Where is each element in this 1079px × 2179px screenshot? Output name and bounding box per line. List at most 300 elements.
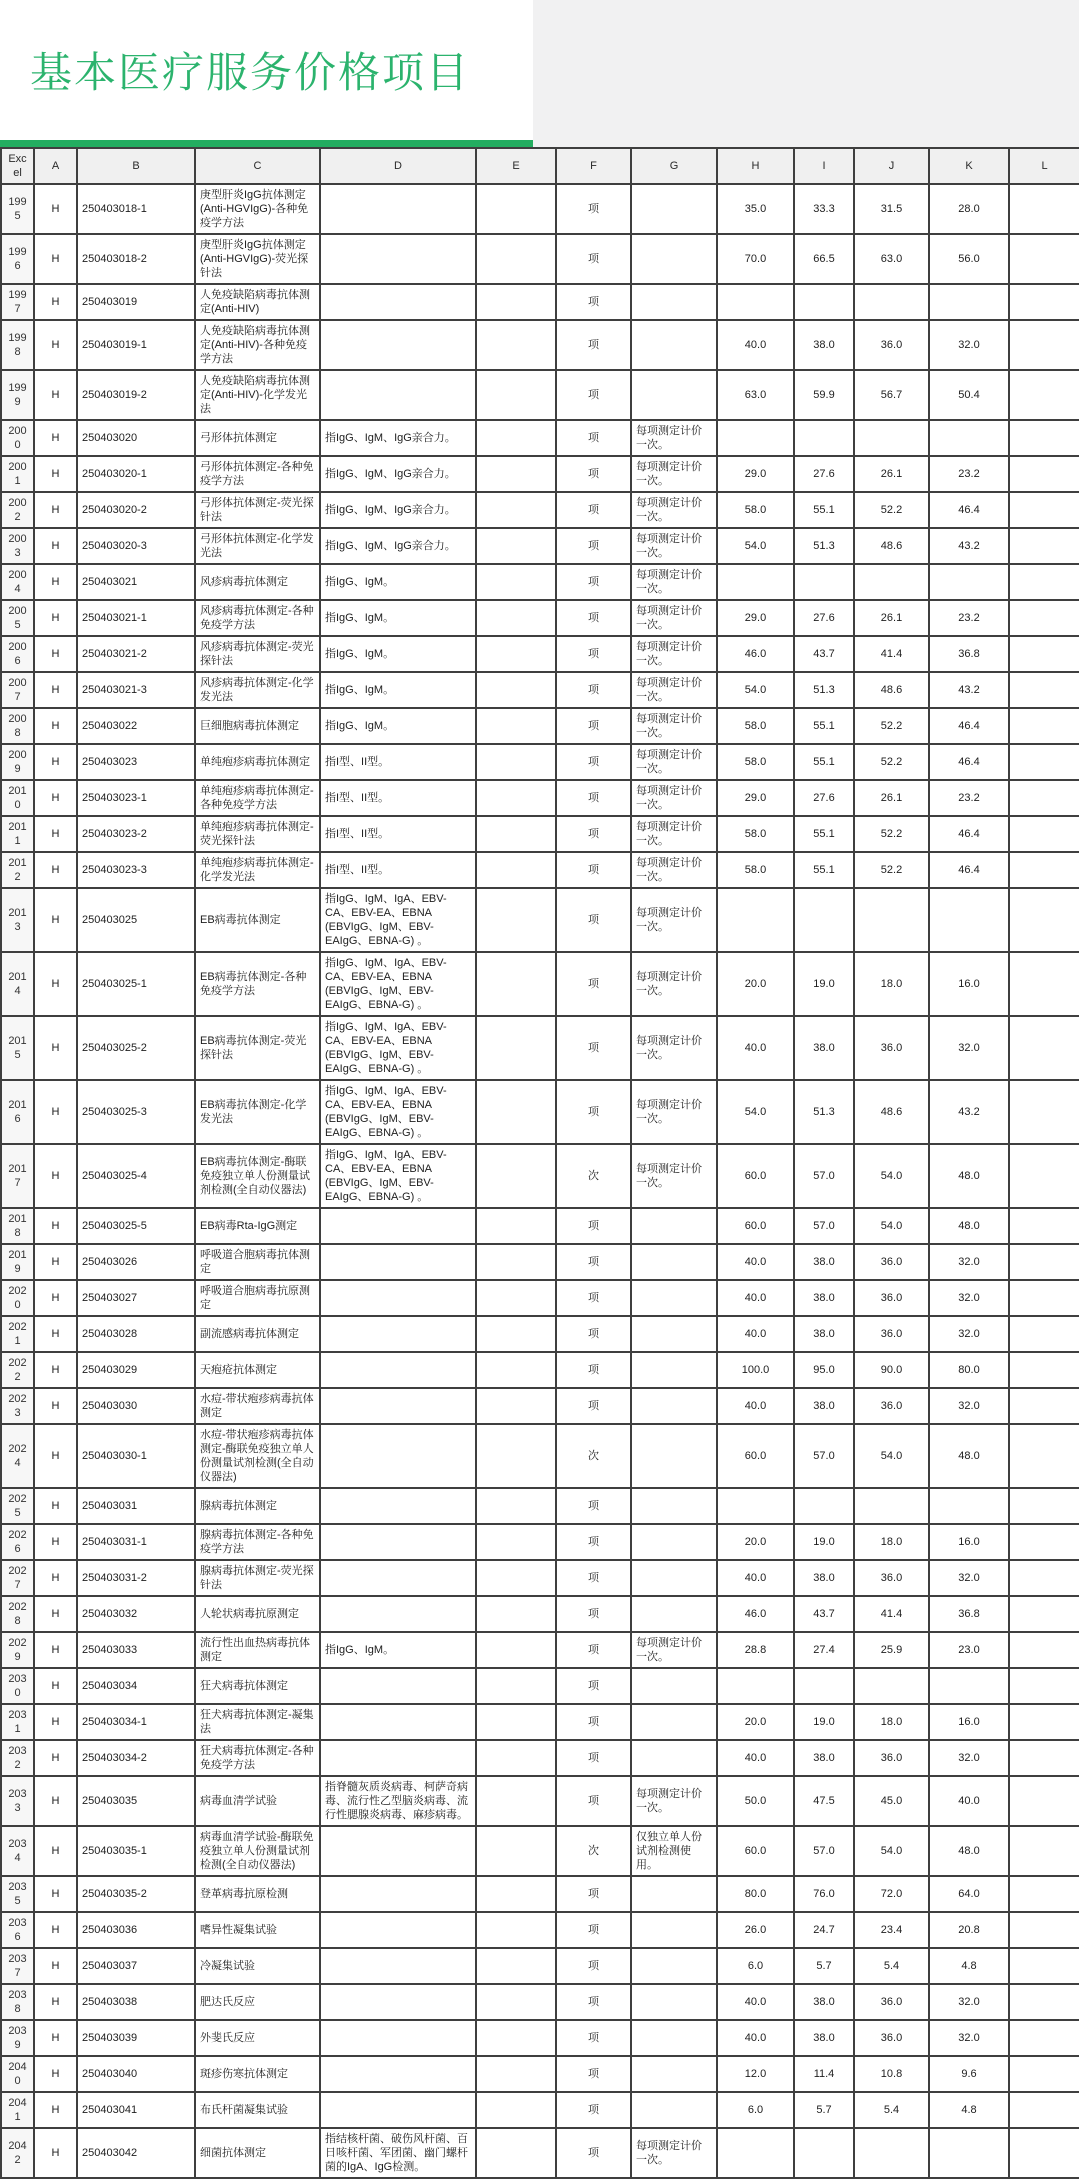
cell-item-code[interactable]: 250403025 — [77, 888, 195, 952]
row-number-cell[interactable]: 2029 — [1, 1632, 34, 1668]
cell-item-code[interactable]: 250403031-2 — [77, 1560, 195, 1596]
cell-price-k[interactable]: 46.4 — [929, 852, 1009, 888]
cell-price-j[interactable]: 23.4 — [854, 1912, 929, 1948]
cell-item-code[interactable]: 250403023-1 — [77, 780, 195, 816]
cell-item-code[interactable]: 250403028 — [77, 1316, 195, 1352]
cell-empty-e[interactable] — [476, 284, 556, 320]
cell-price-h[interactable]: 40.0 — [717, 1388, 794, 1424]
cell-item-name[interactable]: 细菌抗体测定 — [195, 2128, 320, 2178]
cell-empty-e[interactable] — [476, 2092, 556, 2128]
cell-unit[interactable]: 项 — [556, 672, 631, 708]
cell-price-i[interactable]: 24.7 — [794, 1912, 854, 1948]
cell-price-k[interactable] — [929, 420, 1009, 456]
cell-empty-e[interactable] — [476, 1144, 556, 1208]
row-number-cell[interactable]: 2030 — [1, 1668, 34, 1704]
cell-category[interactable]: H — [34, 1208, 77, 1244]
cell-price-k[interactable]: 32.0 — [929, 2020, 1009, 2056]
cell-item-name[interactable]: 庚型肝炎IgG抗体测定(Anti-HGVIgG)-荧光探针法 — [195, 234, 320, 284]
cell-price-j[interactable] — [854, 1668, 929, 1704]
cell-note[interactable] — [631, 370, 717, 420]
cell-price-j[interactable]: 41.4 — [854, 636, 929, 672]
cell-description[interactable]: 指IgG、IgM、IgA、EBV-CA、EBV-EA、EBNA (EBVIgG、IgM、EBV-EAIgG、EBNA-G) 。 — [320, 1080, 476, 1144]
cell-item-code[interactable]: 250403023 — [77, 744, 195, 780]
cell-empty-e[interactable] — [476, 672, 556, 708]
cell-note[interactable]: 每项测定计价一次。 — [631, 744, 717, 780]
column-header[interactable]: L — [1009, 148, 1079, 184]
cell-description[interactable] — [320, 1316, 476, 1352]
cell-description[interactable] — [320, 1984, 476, 2020]
cell-price-j[interactable]: 52.2 — [854, 852, 929, 888]
cell-unit[interactable]: 项 — [556, 1596, 631, 1632]
cell-price-j[interactable]: 54.0 — [854, 1208, 929, 1244]
cell-price-i[interactable]: 43.7 — [794, 1596, 854, 1632]
cell-item-name[interactable]: 单纯疱疹病毒抗体测定-荧光探针法 — [195, 816, 320, 852]
cell-unit[interactable]: 项 — [556, 1080, 631, 1144]
cell-price-j[interactable]: 48.6 — [854, 528, 929, 564]
cell-category[interactable]: H — [34, 1632, 77, 1668]
cell-price-j[interactable]: 36.0 — [854, 1984, 929, 2020]
cell-price-j[interactable]: 52.2 — [854, 708, 929, 744]
cell-note[interactable]: 每项测定计价一次。 — [631, 888, 717, 952]
cell-note[interactable] — [631, 1668, 717, 1704]
cell-note[interactable] — [631, 234, 717, 284]
row-number-cell[interactable]: 2032 — [1, 1740, 34, 1776]
cell-note[interactable] — [631, 1388, 717, 1424]
cell-price-j[interactable]: 90.0 — [854, 1352, 929, 1388]
cell-price-h[interactable]: 29.0 — [717, 600, 794, 636]
cell-description[interactable] — [320, 2092, 476, 2128]
cell-empty-l[interactable] — [1009, 1244, 1079, 1280]
cell-empty-e[interactable] — [476, 1316, 556, 1352]
cell-empty-l[interactable] — [1009, 528, 1079, 564]
cell-description[interactable] — [320, 1244, 476, 1280]
cell-category[interactable]: H — [34, 1080, 77, 1144]
cell-empty-e[interactable] — [476, 1948, 556, 1984]
cell-item-name[interactable]: 庚型肝炎IgG抗体测定(Anti-HGVIgG)-各种免疫学方法 — [195, 184, 320, 234]
cell-price-j[interactable]: 36.0 — [854, 2020, 929, 2056]
cell-price-j[interactable]: 36.0 — [854, 1388, 929, 1424]
column-header[interactable]: E — [476, 148, 556, 184]
cell-empty-l[interactable] — [1009, 1388, 1079, 1424]
cell-unit[interactable]: 项 — [556, 816, 631, 852]
cell-price-j[interactable]: 5.4 — [854, 2092, 929, 2128]
cell-item-code[interactable]: 250403025-2 — [77, 1016, 195, 1080]
cell-empty-l[interactable] — [1009, 492, 1079, 528]
cell-price-h[interactable]: 40.0 — [717, 1316, 794, 1352]
cell-item-code[interactable]: 250403025-5 — [77, 1208, 195, 1244]
cell-description[interactable]: 指IgG、IgM。 — [320, 636, 476, 672]
cell-empty-l[interactable] — [1009, 1876, 1079, 1912]
cell-category[interactable]: H — [34, 1704, 77, 1740]
cell-price-i[interactable]: 38.0 — [794, 1016, 854, 1080]
cell-price-h[interactable]: 20.0 — [717, 1524, 794, 1560]
cell-price-j[interactable]: 52.2 — [854, 744, 929, 780]
cell-item-name[interactable]: 单纯疱疹病毒抗体测定-化学发光法 — [195, 852, 320, 888]
cell-description[interactable]: 指IgG、IgM、IgG亲合力。 — [320, 492, 476, 528]
cell-category[interactable]: H — [34, 1016, 77, 1080]
cell-unit[interactable]: 次 — [556, 1144, 631, 1208]
cell-item-name[interactable]: 肥达氏反应 — [195, 1984, 320, 2020]
cell-price-j[interactable]: 26.1 — [854, 456, 929, 492]
cell-price-i[interactable]: 55.1 — [794, 492, 854, 528]
cell-item-name[interactable]: 人免疫缺陷病毒抗体测定(Anti-HIV)-各种免疫学方法 — [195, 320, 320, 370]
cell-unit[interactable]: 项 — [556, 1488, 631, 1524]
cell-category[interactable]: H — [34, 1280, 77, 1316]
cell-price-j[interactable]: 54.0 — [854, 1826, 929, 1876]
cell-price-h[interactable]: 35.0 — [717, 184, 794, 234]
cell-price-h[interactable]: 12.0 — [717, 2056, 794, 2092]
cell-item-name[interactable]: 水痘-带状疱疹病毒抗体测定-酶联免疫独立单人份测量试剂检测(全自动仪器法) — [195, 1424, 320, 1488]
cell-note[interactable]: 每项测定计价一次。 — [631, 420, 717, 456]
cell-unit[interactable]: 项 — [556, 1668, 631, 1704]
cell-empty-e[interactable] — [476, 1632, 556, 1668]
cell-item-name[interactable]: 腺病毒抗体测定-各种免疫学方法 — [195, 1524, 320, 1560]
cell-category[interactable]: H — [34, 1488, 77, 1524]
cell-note[interactable]: 每项测定计价一次。 — [631, 1016, 717, 1080]
cell-item-code[interactable]: 250403031-1 — [77, 1524, 195, 1560]
cell-price-i[interactable]: 38.0 — [794, 1388, 854, 1424]
cell-category[interactable]: H — [34, 2128, 77, 2178]
cell-note[interactable] — [631, 1704, 717, 1740]
cell-price-h[interactable]: 40.0 — [717, 1016, 794, 1080]
cell-price-j[interactable]: 36.0 — [854, 1244, 929, 1280]
cell-price-i[interactable]: 95.0 — [794, 1352, 854, 1388]
cell-price-h[interactable] — [717, 564, 794, 600]
cell-empty-l[interactable] — [1009, 600, 1079, 636]
cell-item-code[interactable]: 250403035 — [77, 1776, 195, 1826]
cell-item-name[interactable]: EB病毒抗体测定-化学发光法 — [195, 1080, 320, 1144]
cell-price-h[interactable]: 60.0 — [717, 1208, 794, 1244]
cell-price-h[interactable]: 60.0 — [717, 1826, 794, 1876]
cell-price-i[interactable]: 38.0 — [794, 1560, 854, 1596]
cell-unit[interactable]: 项 — [556, 744, 631, 780]
row-number-cell[interactable]: 2039 — [1, 2020, 34, 2056]
cell-price-h[interactable]: 40.0 — [717, 2020, 794, 2056]
cell-empty-l[interactable] — [1009, 1016, 1079, 1080]
cell-note[interactable]: 每项测定计价一次。 — [631, 708, 717, 744]
cell-empty-e[interactable] — [476, 636, 556, 672]
row-number-cell[interactable]: 2001 — [1, 456, 34, 492]
row-number-cell[interactable]: 2042 — [1, 2128, 34, 2178]
cell-price-i[interactable]: 27.6 — [794, 456, 854, 492]
cell-unit[interactable]: 项 — [556, 528, 631, 564]
cell-item-name[interactable]: 风疹病毒抗体测定-荧光探针法 — [195, 636, 320, 672]
cell-empty-l[interactable] — [1009, 888, 1079, 952]
cell-note[interactable]: 仅独立单人份试剂检测使用。 — [631, 1826, 717, 1876]
cell-unit[interactable]: 项 — [556, 420, 631, 456]
cell-unit[interactable]: 项 — [556, 1632, 631, 1668]
cell-unit[interactable]: 项 — [556, 234, 631, 284]
cell-item-code[interactable]: 250403042 — [77, 2128, 195, 2178]
cell-item-code[interactable]: 250403027 — [77, 1280, 195, 1316]
row-number-cell[interactable]: 2036 — [1, 1912, 34, 1948]
cell-item-code[interactable]: 250403019 — [77, 284, 195, 320]
cell-empty-e[interactable] — [476, 600, 556, 636]
cell-empty-e[interactable] — [476, 1704, 556, 1740]
cell-empty-e[interactable] — [476, 1424, 556, 1488]
cell-price-j[interactable] — [854, 1488, 929, 1524]
cell-price-h[interactable] — [717, 1668, 794, 1704]
cell-price-i[interactable]: 5.7 — [794, 2092, 854, 2128]
row-number-cell[interactable]: 2007 — [1, 672, 34, 708]
cell-price-k[interactable]: 16.0 — [929, 952, 1009, 1016]
cell-item-code[interactable]: 250403034 — [77, 1668, 195, 1704]
cell-unit[interactable]: 项 — [556, 370, 631, 420]
cell-price-k[interactable]: 46.4 — [929, 708, 1009, 744]
cell-price-k[interactable]: 32.0 — [929, 1316, 1009, 1352]
cell-price-k[interactable] — [929, 284, 1009, 320]
cell-note[interactable] — [631, 1244, 717, 1280]
cell-unit[interactable]: 项 — [556, 1352, 631, 1388]
cell-note[interactable] — [631, 320, 717, 370]
cell-unit[interactable]: 项 — [556, 1208, 631, 1244]
row-number-cell[interactable]: 2021 — [1, 1316, 34, 1352]
column-header[interactable]: K — [929, 148, 1009, 184]
cell-empty-l[interactable] — [1009, 420, 1079, 456]
cell-item-name[interactable]: 弓形体抗体测定-各种免疫学方法 — [195, 456, 320, 492]
cell-price-h[interactable]: 28.8 — [717, 1632, 794, 1668]
cell-category[interactable]: H — [34, 1740, 77, 1776]
cell-unit[interactable]: 项 — [556, 456, 631, 492]
cell-description[interactable]: 指I型、II型。 — [320, 852, 476, 888]
cell-item-name[interactable]: 狂犬病毒抗体测定-各种免疫学方法 — [195, 1740, 320, 1776]
cell-empty-l[interactable] — [1009, 636, 1079, 672]
cell-price-h[interactable]: 60.0 — [717, 1424, 794, 1488]
cell-empty-e[interactable] — [476, 852, 556, 888]
cell-price-k[interactable]: 32.0 — [929, 1016, 1009, 1080]
cell-empty-e[interactable] — [476, 184, 556, 234]
cell-item-name[interactable]: EB病毒Rta-IgG测定 — [195, 1208, 320, 1244]
cell-category[interactable]: H — [34, 320, 77, 370]
cell-price-i[interactable]: 55.1 — [794, 852, 854, 888]
cell-price-i[interactable]: 27.6 — [794, 780, 854, 816]
cell-item-code[interactable]: 250403038 — [77, 1984, 195, 2020]
cell-empty-l[interactable] — [1009, 952, 1079, 1016]
cell-item-name[interactable]: 单纯疱疹病毒抗体测定-各种免疫学方法 — [195, 780, 320, 816]
cell-empty-e[interactable] — [476, 1080, 556, 1144]
cell-item-code[interactable]: 250403021-1 — [77, 600, 195, 636]
cell-note[interactable]: 每项测定计价一次。 — [631, 1632, 717, 1668]
cell-item-code[interactable]: 250403029 — [77, 1352, 195, 1388]
cell-item-name[interactable]: 呼吸道合胞病毒抗体测定 — [195, 1244, 320, 1280]
cell-category[interactable]: H — [34, 1316, 77, 1352]
cell-price-k[interactable]: 48.0 — [929, 1424, 1009, 1488]
cell-item-name[interactable]: 巨细胞病毒抗体测定 — [195, 708, 320, 744]
cell-description[interactable] — [320, 1524, 476, 1560]
cell-item-code[interactable]: 250403020-2 — [77, 492, 195, 528]
cell-price-k[interactable]: 16.0 — [929, 1524, 1009, 1560]
cell-item-code[interactable]: 250403025-3 — [77, 1080, 195, 1144]
cell-empty-e[interactable] — [476, 1388, 556, 1424]
cell-item-code[interactable]: 250403035-1 — [77, 1826, 195, 1876]
cell-description[interactable] — [320, 1280, 476, 1316]
cell-item-code[interactable]: 250403030 — [77, 1388, 195, 1424]
cell-item-name[interactable]: 弓形体抗体测定 — [195, 420, 320, 456]
cell-empty-e[interactable] — [476, 528, 556, 564]
cell-note[interactable] — [631, 1876, 717, 1912]
row-number-cell[interactable]: 2038 — [1, 1984, 34, 2020]
cell-category[interactable]: H — [34, 1776, 77, 1826]
cell-price-h[interactable]: 54.0 — [717, 528, 794, 564]
cell-category[interactable]: H — [34, 492, 77, 528]
cell-description[interactable]: 指I型、II型。 — [320, 744, 476, 780]
cell-empty-l[interactable] — [1009, 1080, 1079, 1144]
cell-item-code[interactable]: 250403025-1 — [77, 952, 195, 1016]
cell-price-h[interactable]: 6.0 — [717, 2092, 794, 2128]
column-header[interactable]: A — [34, 148, 77, 184]
cell-item-name[interactable]: 外斐氏反应 — [195, 2020, 320, 2056]
cell-note[interactable]: 每项测定计价一次。 — [631, 528, 717, 564]
cell-item-code[interactable]: 250403040 — [77, 2056, 195, 2092]
cell-price-j[interactable]: 31.5 — [854, 184, 929, 234]
cell-unit[interactable]: 项 — [556, 600, 631, 636]
cell-unit[interactable]: 项 — [556, 636, 631, 672]
column-header[interactable]: D — [320, 148, 476, 184]
cell-description[interactable] — [320, 1826, 476, 1876]
cell-price-i[interactable]: 19.0 — [794, 1704, 854, 1740]
cell-price-j[interactable]: 10.8 — [854, 2056, 929, 2092]
cell-empty-l[interactable] — [1009, 1668, 1079, 1704]
cell-category[interactable]: H — [34, 1912, 77, 1948]
cell-empty-l[interactable] — [1009, 1524, 1079, 1560]
row-number-cell[interactable]: 2014 — [1, 952, 34, 1016]
cell-description[interactable] — [320, 1668, 476, 1704]
cell-price-k[interactable]: 46.4 — [929, 816, 1009, 852]
cell-empty-e[interactable] — [476, 1560, 556, 1596]
cell-item-name[interactable]: EB病毒抗体测定-各种免疫学方法 — [195, 952, 320, 1016]
cell-empty-l[interactable] — [1009, 184, 1079, 234]
column-header[interactable]: H — [717, 148, 794, 184]
cell-description[interactable] — [320, 2056, 476, 2092]
cell-description[interactable]: 指I型、II型。 — [320, 816, 476, 852]
column-header[interactable]: J — [854, 148, 929, 184]
cell-empty-l[interactable] — [1009, 284, 1079, 320]
cell-item-name[interactable]: 腺病毒抗体测定-荧光探针法 — [195, 1560, 320, 1596]
cell-description[interactable] — [320, 1208, 476, 1244]
cell-unit[interactable]: 项 — [556, 320, 631, 370]
cell-price-i[interactable]: 27.4 — [794, 1632, 854, 1668]
cell-price-k[interactable]: 46.4 — [929, 744, 1009, 780]
cell-category[interactable]: H — [34, 780, 77, 816]
cell-description[interactable]: 指IgG、IgM、IgA、EBV-CA、EBV-EA、EBNA (EBVIgG、IgM、EBV-EAIgG、EBNA-G) 。 — [320, 1016, 476, 1080]
row-number-cell[interactable]: 1997 — [1, 284, 34, 320]
cell-note[interactable]: 每项测定计价一次。 — [631, 2128, 717, 2178]
cell-price-h[interactable]: 29.0 — [717, 780, 794, 816]
cell-description[interactable]: 指IgG、IgM。 — [320, 672, 476, 708]
cell-empty-e[interactable] — [476, 1984, 556, 2020]
cell-price-i[interactable]: 57.0 — [794, 1826, 854, 1876]
cell-price-i[interactable]: 38.0 — [794, 1984, 854, 2020]
cell-empty-l[interactable] — [1009, 672, 1079, 708]
cell-unit[interactable]: 项 — [556, 1244, 631, 1280]
cell-price-k[interactable]: 36.8 — [929, 1596, 1009, 1632]
cell-empty-l[interactable] — [1009, 1596, 1079, 1632]
cell-note[interactable]: 每项测定计价一次。 — [631, 1776, 717, 1826]
cell-unit[interactable]: 项 — [556, 2020, 631, 2056]
cell-empty-l[interactable] — [1009, 1912, 1079, 1948]
cell-note[interactable] — [631, 284, 717, 320]
cell-price-i[interactable]: 43.7 — [794, 636, 854, 672]
cell-price-h[interactable]: 80.0 — [717, 1876, 794, 1912]
cell-item-name[interactable]: 流行性出血热病毒抗体测定 — [195, 1632, 320, 1668]
cell-empty-e[interactable] — [476, 888, 556, 952]
cell-item-name[interactable]: 狂犬病毒抗体测定 — [195, 1668, 320, 1704]
cell-empty-l[interactable] — [1009, 2128, 1079, 2178]
cell-price-i[interactable]: 76.0 — [794, 1876, 854, 1912]
cell-item-name[interactable]: EB病毒抗体测定-酶联免疫独立单人份测量试剂检测(全自动仪器法) — [195, 1144, 320, 1208]
cell-item-name[interactable]: 人免疫缺陷病毒抗体测定(Anti-HIV) — [195, 284, 320, 320]
row-number-cell[interactable]: 2033 — [1, 1776, 34, 1826]
cell-unit[interactable]: 项 — [556, 1388, 631, 1424]
cell-price-h[interactable]: 40.0 — [717, 1984, 794, 2020]
cell-category[interactable]: H — [34, 1560, 77, 1596]
cell-empty-l[interactable] — [1009, 1740, 1079, 1776]
cell-item-name[interactable]: 斑疹伤寒抗体测定 — [195, 2056, 320, 2092]
cell-empty-l[interactable] — [1009, 816, 1079, 852]
cell-price-k[interactable]: 43.2 — [929, 528, 1009, 564]
cell-unit[interactable]: 项 — [556, 564, 631, 600]
cell-category[interactable]: H — [34, 1524, 77, 1560]
cell-description[interactable] — [320, 1424, 476, 1488]
cell-price-k[interactable]: 32.0 — [929, 1244, 1009, 1280]
cell-price-j[interactable]: 18.0 — [854, 952, 929, 1016]
cell-item-code[interactable]: 250403032 — [77, 1596, 195, 1632]
cell-price-j[interactable]: 36.0 — [854, 320, 929, 370]
cell-description[interactable]: 指IgG、IgM、IgA、EBV-CA、EBV-EA、EBNA (EBVIgG、IgM、EBV-EAIgG、EBNA-G) 。 — [320, 888, 476, 952]
cell-empty-e[interactable] — [476, 952, 556, 1016]
cell-item-code[interactable]: 250403030-1 — [77, 1424, 195, 1488]
cell-price-j[interactable] — [854, 564, 929, 600]
cell-item-name[interactable]: 人免疫缺陷病毒抗体测定(Anti-HIV)-化学发光法 — [195, 370, 320, 420]
cell-price-i[interactable] — [794, 420, 854, 456]
cell-empty-l[interactable] — [1009, 564, 1079, 600]
row-number-cell[interactable]: 2012 — [1, 852, 34, 888]
cell-price-i[interactable]: 33.3 — [794, 184, 854, 234]
row-number-cell[interactable]: 2023 — [1, 1388, 34, 1424]
cell-price-j[interactable] — [854, 284, 929, 320]
cell-empty-e[interactable] — [476, 320, 556, 370]
row-number-cell[interactable]: 2000 — [1, 420, 34, 456]
row-number-cell[interactable]: 2018 — [1, 1208, 34, 1244]
cell-price-j[interactable]: 52.2 — [854, 816, 929, 852]
cell-description[interactable] — [320, 1740, 476, 1776]
cell-description[interactable]: 指IgG、IgM、IgG亲合力。 — [320, 420, 476, 456]
cell-description[interactable] — [320, 2020, 476, 2056]
cell-item-name[interactable]: 单纯疱疹病毒抗体测定 — [195, 744, 320, 780]
cell-unit[interactable]: 次 — [556, 1826, 631, 1876]
row-number-cell[interactable]: 2027 — [1, 1560, 34, 1596]
cell-empty-e[interactable] — [476, 370, 556, 420]
cell-price-k[interactable]: 56.0 — [929, 234, 1009, 284]
cell-price-i[interactable]: 59.9 — [794, 370, 854, 420]
cell-empty-e[interactable] — [476, 456, 556, 492]
row-number-cell[interactable]: 2019 — [1, 1244, 34, 1280]
cell-empty-l[interactable] — [1009, 744, 1079, 780]
cell-price-h[interactable]: 40.0 — [717, 1740, 794, 1776]
column-header[interactable]: G — [631, 148, 717, 184]
cell-note[interactable] — [631, 1280, 717, 1316]
cell-empty-e[interactable] — [476, 234, 556, 284]
cell-empty-e[interactable] — [476, 1244, 556, 1280]
cell-price-k[interactable]: 32.0 — [929, 1740, 1009, 1776]
cell-category[interactable]: H — [34, 2056, 77, 2092]
cell-description[interactable] — [320, 1876, 476, 1912]
cell-item-code[interactable]: 250403023-3 — [77, 852, 195, 888]
cell-item-code[interactable]: 250403025-4 — [77, 1144, 195, 1208]
cell-item-name[interactable]: EB病毒抗体测定-荧光探针法 — [195, 1016, 320, 1080]
cell-price-h[interactable]: 40.0 — [717, 320, 794, 370]
cell-note[interactable]: 每项测定计价一次。 — [631, 636, 717, 672]
